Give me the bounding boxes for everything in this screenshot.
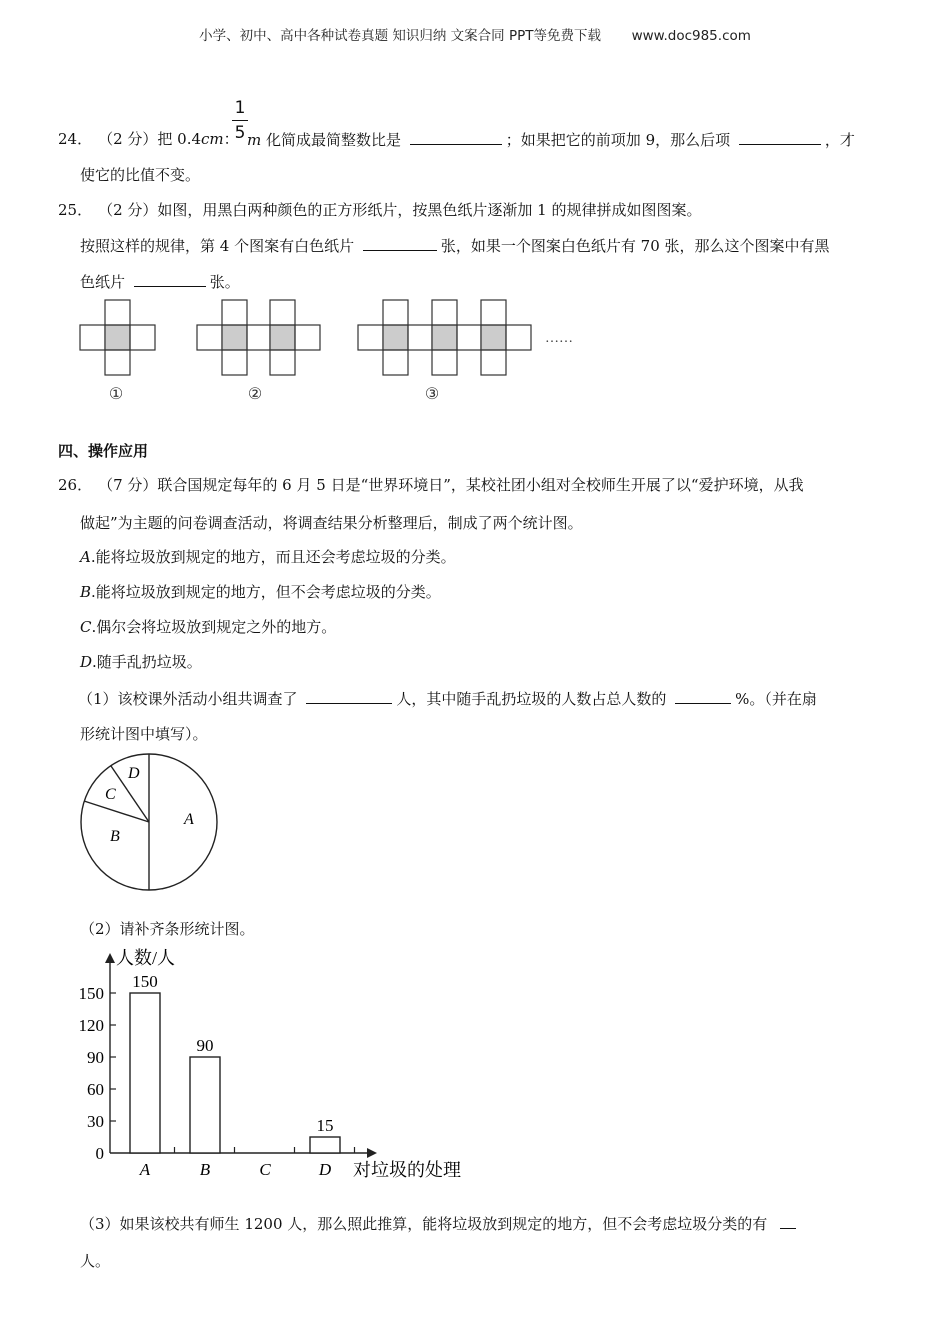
- answer-blank-25a[interactable]: [363, 234, 437, 251]
- y-tick-label: 150: [78, 984, 104, 1003]
- x-axis-label: 对垃圾的处理: [353, 1160, 461, 1180]
- x-category-label: B: [199, 1160, 211, 1179]
- pattern-ellipsis: ……: [545, 331, 573, 346]
- answer-blank-26a[interactable]: [306, 687, 392, 704]
- answer-blank-26b[interactable]: [675, 687, 731, 704]
- bar-chart: [70, 940, 490, 1185]
- pie-label-d: D: [128, 765, 140, 782]
- y-tick-label: 30: [87, 1112, 104, 1131]
- fraction-denominator: 5: [234, 123, 246, 143]
- tile-pattern-figure: [70, 295, 610, 410]
- q24-number: 24．: [58, 130, 93, 148]
- fraction-bar: [232, 120, 248, 121]
- bar-a: [130, 993, 160, 1153]
- y-tick-label: 90: [87, 1048, 104, 1067]
- q26-option-c: C.偶尔会将垃圾放到规定之外的地方。: [80, 618, 337, 636]
- bar-value-label: 90: [196, 1036, 214, 1055]
- x-category-label: D: [318, 1160, 332, 1179]
- q24-line1: 24． （2 分）把 0.4cm：: [58, 130, 239, 148]
- pie-chart: [72, 752, 232, 897]
- answer-blank-25b[interactable]: [134, 270, 206, 287]
- y-axis-label: 人数/人: [116, 948, 176, 968]
- y-tick-label: 120: [78, 1016, 104, 1035]
- pattern-label-2: ②: [247, 386, 263, 403]
- q25-number: 25．: [58, 201, 93, 219]
- q25-line1: 25． （2 分）如图，用黑白两种颜色的正方形纸片，按黑色纸片逐渐加 1 的规律拼成如图图案。: [58, 201, 702, 219]
- bar-b: [190, 1057, 220, 1153]
- pattern-2: [197, 300, 320, 375]
- q25-line2: 按照这样的规律，第 4 个图案有白色纸片 张，如果一个图案白色纸片有 70 张，那么这个图案中有黑: [80, 234, 830, 256]
- q25-line3: 色纸片 张。: [80, 270, 240, 292]
- pie-label-a: A: [184, 811, 194, 828]
- pattern-1: [80, 300, 155, 375]
- q26-line2: 做起”为主题的问卷调查活动，将调查结果分析整理后，制成了两个统计图。: [80, 514, 583, 532]
- y-axis-arrow: [105, 953, 115, 963]
- q26-sub3: （3）如果该校共有师生 1200 人，那么照此推算，能将垃圾放到规定的地方，但不会考虑垃圾分类的有: [80, 1212, 796, 1234]
- banner-text: 小学、初中、高中各种试卷真题 知识归纳 文案合同 PPT等免费下载: [199, 28, 601, 44]
- pattern-3: [358, 300, 531, 375]
- y-tick-label: 0: [95, 1144, 104, 1163]
- pie-label-c: C: [105, 786, 116, 803]
- q26-option-a: A.能将垃圾放到规定的地方，而且还会考虑垃圾的分类。: [80, 548, 456, 566]
- pattern-label-3: ③: [424, 386, 440, 403]
- answer-blank-24a[interactable]: [410, 128, 502, 145]
- x-axis-arrow: [367, 1148, 377, 1158]
- pattern-label-1: ①: [108, 386, 124, 403]
- x-category-label: A: [139, 1160, 151, 1179]
- y-tick-label: 60: [87, 1080, 104, 1099]
- section-title: 四、操作应用: [58, 442, 149, 460]
- q26-option-d: D.随手乱扔垃圾。: [80, 653, 202, 671]
- answer-blank-26c[interactable]: [780, 1212, 796, 1229]
- bar-value-label: 15: [316, 1116, 334, 1135]
- banner-url[interactable]: www.doc985.com: [631, 28, 751, 44]
- q24-line1-b: m 化简成最简整数比是 ；如果把它的前项加 9，那么后项 ，才: [247, 128, 855, 150]
- q26-line1: 26． （7 分）联合国规定每年的 6 月 5 日是“世界环境日”，某校社团小组对全校师生开展了以“爱护环境，从我: [58, 476, 804, 494]
- bar-d: [310, 1137, 340, 1153]
- pie-divider-b-c: [84, 801, 149, 822]
- q26-sub1-line2: 形统计图中填写）。: [80, 725, 208, 743]
- pie-label-b: B: [110, 828, 120, 845]
- site-banner: [0, 24, 950, 44]
- q26-number: 26．: [58, 476, 93, 494]
- fraction-numerator: 1: [234, 98, 246, 118]
- q26-option-b: B.能将垃圾放到规定的地方，但不会考虑垃圾的分类。: [80, 583, 441, 601]
- q26-sub3-line2: 人。: [80, 1252, 111, 1270]
- x-category-label: C: [259, 1160, 271, 1179]
- answer-blank-24b[interactable]: [739, 128, 821, 145]
- q24-line2: 使它的比值不变。: [80, 166, 201, 184]
- bar-value-label: 150: [132, 972, 158, 991]
- q26-sub1: （1）该校课外活动小组共调查了 人，其中随手乱扔垃圾的人数占总人数的 %。（并在扇: [78, 687, 817, 709]
- q26-sub2: （2）请补齐条形统计图。: [80, 920, 255, 938]
